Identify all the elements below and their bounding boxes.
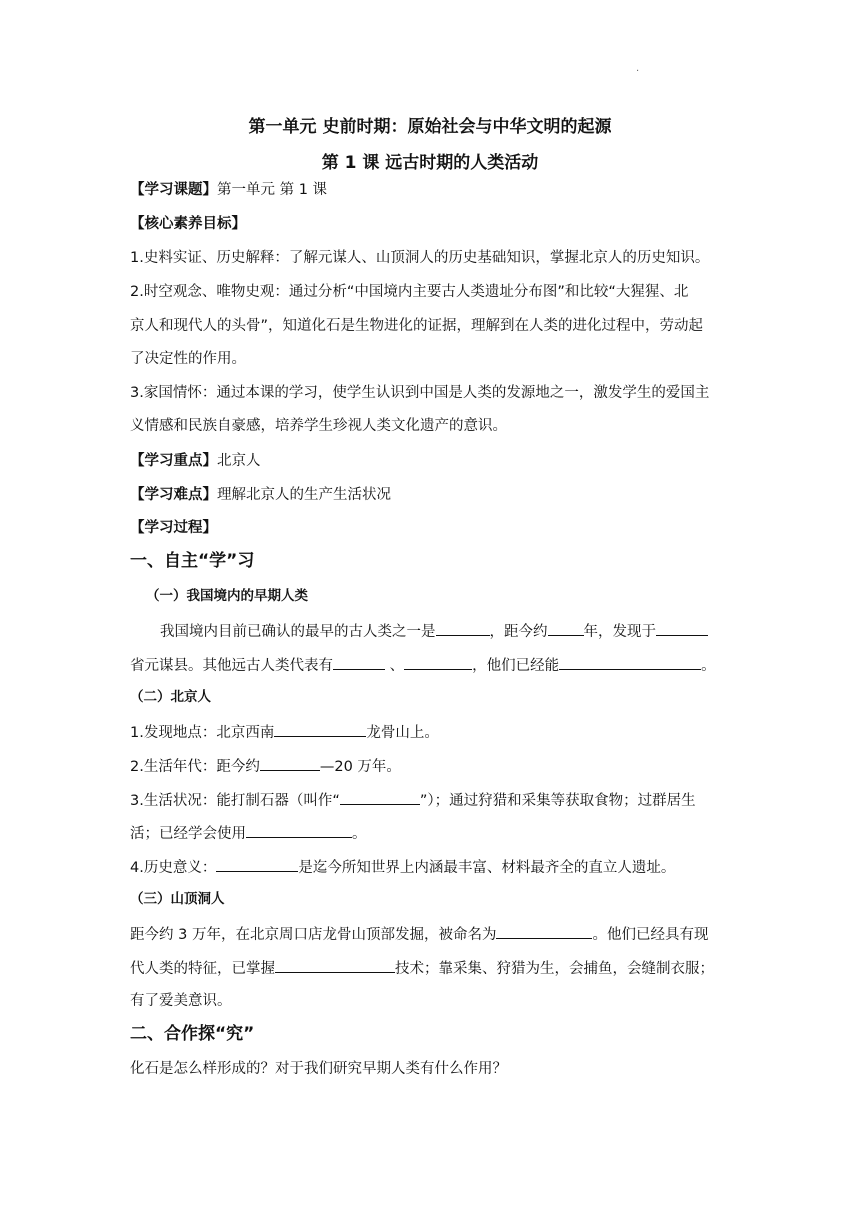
section2-question: 化石是怎么样形成的？对于我们研究早期人类有什么作用？ (130, 1061, 507, 1077)
text-segment: ”）；通过狩猎和采集等获取食物；过群居生 (419, 793, 696, 809)
fill-blank[interactable] (404, 654, 472, 670)
part1-line-1 (160, 620, 708, 642)
text-segment: 。 (352, 826, 367, 842)
decorative-dot: · (636, 66, 640, 77)
text-segment: 我国境内目前已确认的最早的古人类之一是 (160, 624, 436, 640)
text-segment: 、 (385, 658, 405, 674)
text-segment: 活；已经学会使用 (130, 826, 246, 842)
part2-title: （二）北京人 (130, 689, 211, 705)
text-segment: 1.发现地点：北京西南 (130, 725, 275, 741)
text-segment: 。 (701, 658, 716, 674)
text-segment: 距今约 3 万年，在北京周口店龙骨山顶部发掘，被命名为 (130, 927, 497, 943)
text-segment: 3.生活状况：能打制石器（叫作“ (130, 793, 340, 809)
fill-blank[interactable] (496, 923, 592, 939)
fill-blank[interactable] (260, 755, 320, 771)
topic-label: 【学习课题】 (130, 182, 217, 198)
process-label: 【学习过程】 (130, 520, 217, 536)
text-segment: 。他们已经具有现 (592, 927, 709, 943)
fill-blank[interactable] (216, 856, 298, 872)
text-segment: 龙骨山上。 (366, 725, 439, 741)
part3-line-1 (130, 923, 708, 945)
fill-blank[interactable] (559, 654, 701, 670)
topic-value: 第一单元 第 1 课 (217, 182, 328, 198)
fill-blank[interactable] (656, 620, 708, 636)
fill-blank[interactable] (275, 957, 395, 973)
section1-title: 一、自主“学”习 (130, 551, 255, 571)
goal-line-4: 了决定性的作用。 (130, 351, 246, 367)
unit-title: 第一单元 史前时期：原始社会与中华文明的起源 (248, 117, 612, 137)
part3-line-2 (130, 957, 714, 979)
goal-line-5: 3.家国情怀：通过本课的学习，使学生认识到中国是人类的发源地之一，激发学生的爱国主 (130, 385, 710, 401)
fill-blank[interactable] (436, 620, 490, 636)
part2-item-3 (130, 789, 696, 811)
section2-title: 二、合作探“究” (130, 1024, 255, 1044)
fill-blank[interactable] (246, 822, 352, 838)
text-segment: 4.历史意义： (130, 860, 217, 876)
text-segment: —20 万年。 (319, 759, 401, 775)
text-segment: 技术；靠采集、狩猎为生，会捕鱼，会缝制衣服； (395, 961, 714, 977)
text-segment: ，他们已经能 (472, 658, 560, 674)
key-point-value: 北京人 (217, 453, 261, 469)
topic-line (130, 180, 327, 200)
goal-line-2: 2.时空观念、唯物史观：通过分析“中国境内主要古人类遗址分布图”和比较“大猩猩、北 (130, 284, 689, 300)
fill-blank[interactable] (274, 721, 366, 737)
difficulty-line (130, 485, 391, 505)
fill-blank[interactable] (340, 789, 420, 805)
difficulty-value: 理解北京人的生产生活状况 (217, 487, 391, 503)
fill-blank[interactable] (548, 620, 584, 636)
part2-item-1 (130, 721, 439, 743)
text-segment: 代人类的特征，已掌握 (130, 961, 275, 977)
goal-line-6: 义情感和民族自豪感，培养学生珍视人类文化遗产的意识。 (130, 418, 507, 434)
part3-line-3: 有了爱美意识。 (130, 993, 232, 1009)
text-segment: 是迄今所知世界上内涵最丰富、材料最齐全的直立人遗址。 (298, 860, 676, 876)
goals-label: 【核心素养目标】 (130, 216, 246, 232)
part1-line-2 (130, 654, 716, 676)
fill-blank[interactable] (333, 654, 385, 670)
lesson-title: 第 1 课 远古时期的人类活动 (321, 153, 539, 173)
difficulty-label: 【学习难点】 (130, 487, 217, 503)
text-segment: ，距今约 (489, 624, 548, 640)
text-segment: 2.生活年代：距今约 (130, 759, 260, 775)
part2-item-2 (130, 755, 401, 777)
key-point-label: 【学习重点】 (130, 453, 217, 469)
text-segment: 年，发现于 (583, 624, 656, 640)
key-point-line (130, 451, 261, 471)
part2-item-4 (130, 856, 675, 878)
part3-title: （三）山顶洞人 (130, 891, 225, 907)
part2-item-3-cont (130, 822, 367, 844)
goal-line-3: 京人和现代人的头骨”，知道化石是生物进化的证据，理解到在人类的进化过程中，劳动起 (130, 318, 704, 334)
text-segment: 省元谋县。其他远古人类代表有 (130, 658, 333, 674)
part1-title: （一）我国境内的早期人类 (146, 588, 308, 604)
goal-line-1: 1.史料实证、历史解释：了解元谋人、山顶洞人的历史基础知识，掌握北京人的历史知识。 (130, 250, 710, 266)
